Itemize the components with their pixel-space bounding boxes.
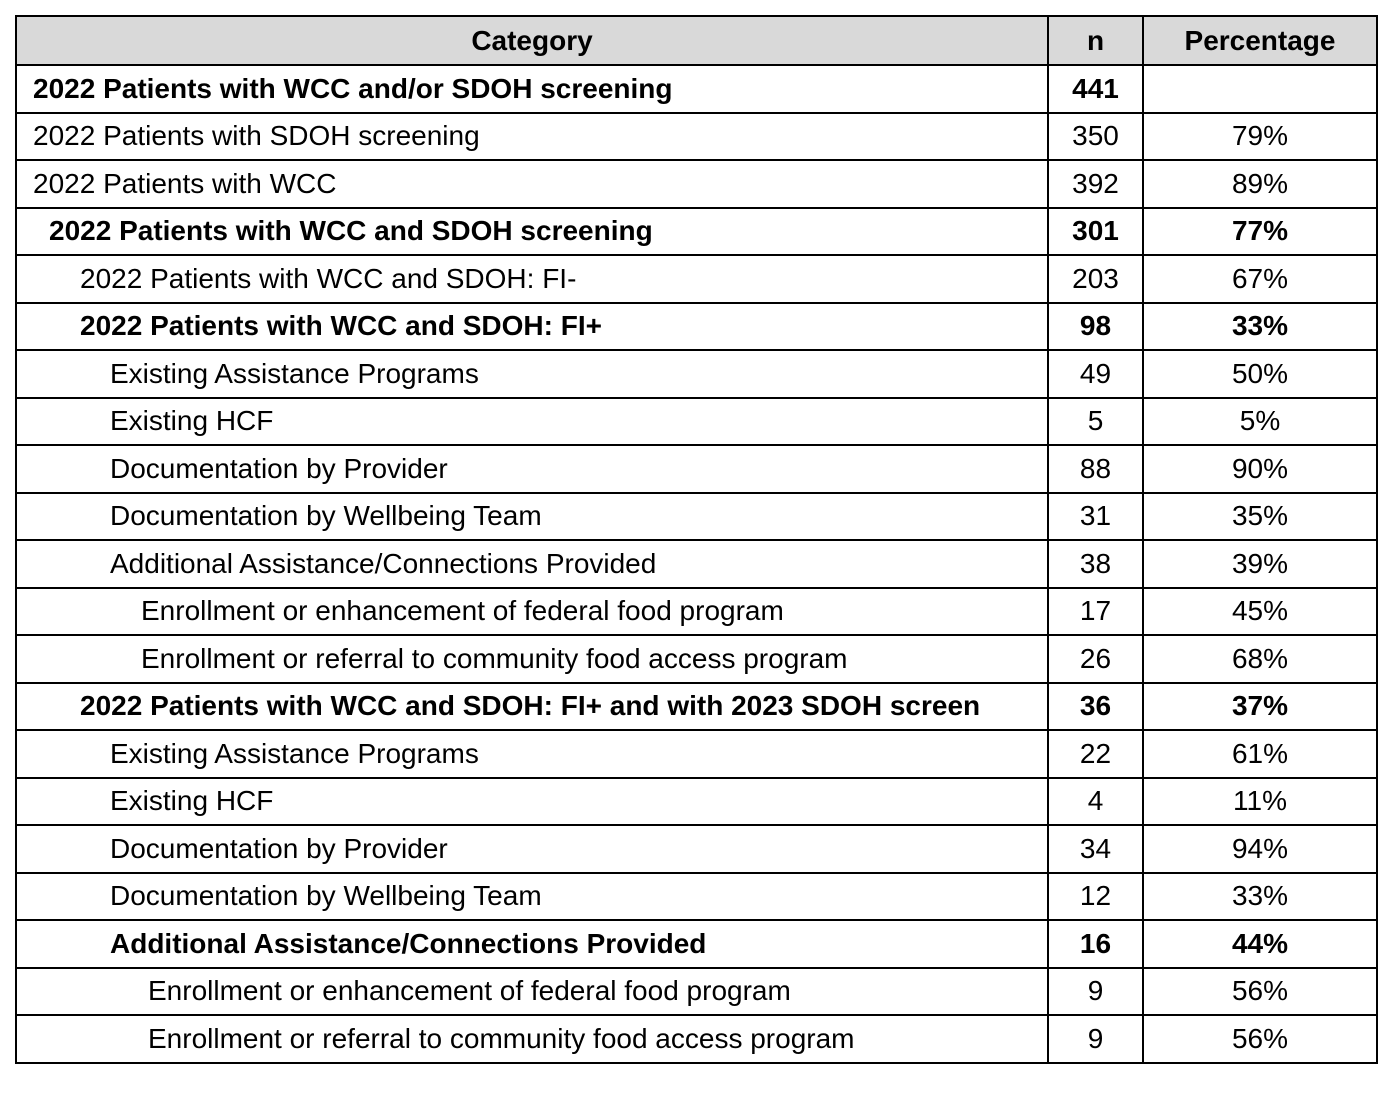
cell-category: Enrollment or enhancement of federal food program	[16, 968, 1048, 1016]
cell-percentage: 33%	[1143, 303, 1377, 351]
cell-percentage: 39%	[1143, 540, 1377, 588]
cell-percentage: 56%	[1143, 968, 1377, 1016]
cell-percentage: 11%	[1143, 778, 1377, 826]
cell-category: 2022 Patients with WCC	[16, 160, 1048, 208]
cell-category: Additional Assistance/Connections Provided	[16, 920, 1048, 968]
cell-percentage: 61%	[1143, 730, 1377, 778]
cell-n: 9	[1048, 1015, 1143, 1063]
data-table	[15, 15, 1378, 1064]
table-row	[16, 920, 1377, 968]
cell-category: Existing HCF	[16, 398, 1048, 446]
table-body	[16, 65, 1377, 1063]
cell-category: Documentation by Provider	[16, 825, 1048, 873]
table-row	[16, 635, 1377, 683]
cell-category: Enrollment or referral to community food access program	[16, 1015, 1048, 1063]
cell-n: 31	[1048, 493, 1143, 541]
table-row	[16, 160, 1377, 208]
cell-percentage: 44%	[1143, 920, 1377, 968]
table-row	[16, 873, 1377, 921]
cell-percentage: 35%	[1143, 493, 1377, 541]
cell-category: 2022 Patients with WCC and SDOH screening	[16, 208, 1048, 256]
cell-n: 49	[1048, 350, 1143, 398]
table-row	[16, 255, 1377, 303]
cell-percentage: 68%	[1143, 635, 1377, 683]
cell-percentage: 90%	[1143, 445, 1377, 493]
table-row	[16, 588, 1377, 636]
table-row	[16, 730, 1377, 778]
cell-n: 4	[1048, 778, 1143, 826]
header-category: Category	[16, 16, 1048, 65]
cell-percentage: 67%	[1143, 255, 1377, 303]
table-row	[16, 208, 1377, 256]
cell-n: 350	[1048, 113, 1143, 161]
cell-percentage: 5%	[1143, 398, 1377, 446]
cell-percentage: 79%	[1143, 113, 1377, 161]
cell-n: 98	[1048, 303, 1143, 351]
cell-n: 9	[1048, 968, 1143, 1016]
cell-n: 36	[1048, 683, 1143, 731]
table-row	[16, 350, 1377, 398]
cell-n: 34	[1048, 825, 1143, 873]
cell-percentage: 33%	[1143, 873, 1377, 921]
cell-percentage	[1143, 65, 1377, 113]
cell-percentage: 50%	[1143, 350, 1377, 398]
cell-category: Documentation by Wellbeing Team	[16, 493, 1048, 541]
cell-n: 17	[1048, 588, 1143, 636]
table-header-row	[16, 16, 1377, 65]
header-percentage: Percentage	[1143, 16, 1377, 65]
table-row	[16, 303, 1377, 351]
table-row	[16, 968, 1377, 1016]
cell-percentage: 45%	[1143, 588, 1377, 636]
cell-category: Enrollment or referral to community food access program	[16, 635, 1048, 683]
cell-n: 88	[1048, 445, 1143, 493]
table-row	[16, 445, 1377, 493]
data-table-container	[15, 15, 1376, 1064]
cell-n: 392	[1048, 160, 1143, 208]
cell-n: 441	[1048, 65, 1143, 113]
cell-category: Documentation by Wellbeing Team	[16, 873, 1048, 921]
table-row	[16, 493, 1377, 541]
table-row	[16, 825, 1377, 873]
cell-n: 301	[1048, 208, 1143, 256]
table-row	[16, 778, 1377, 826]
cell-category: 2022 Patients with WCC and SDOH: FI+ and with 2023 SDOH screen	[16, 683, 1048, 731]
cell-category: 2022 Patients with WCC and SDOH: FI+	[16, 303, 1048, 351]
cell-category: Existing HCF	[16, 778, 1048, 826]
cell-category: Existing Assistance Programs	[16, 730, 1048, 778]
cell-percentage: 77%	[1143, 208, 1377, 256]
cell-n: 5	[1048, 398, 1143, 446]
cell-n: 12	[1048, 873, 1143, 921]
cell-n: 22	[1048, 730, 1143, 778]
cell-n: 203	[1048, 255, 1143, 303]
cell-category: Existing Assistance Programs	[16, 350, 1048, 398]
cell-n: 38	[1048, 540, 1143, 588]
table-row	[16, 113, 1377, 161]
cell-percentage: 94%	[1143, 825, 1377, 873]
cell-n: 16	[1048, 920, 1143, 968]
cell-category: Additional Assistance/Connections Provided	[16, 540, 1048, 588]
cell-percentage: 89%	[1143, 160, 1377, 208]
table-row	[16, 683, 1377, 731]
cell-category: Enrollment or enhancement of federal food program	[16, 588, 1048, 636]
table-row	[16, 398, 1377, 446]
cell-category: 2022 Patients with WCC and SDOH: FI-	[16, 255, 1048, 303]
cell-category: 2022 Patients with WCC and/or SDOH screening	[16, 65, 1048, 113]
cell-percentage: 37%	[1143, 683, 1377, 731]
table-row	[16, 65, 1377, 113]
cell-percentage: 56%	[1143, 1015, 1377, 1063]
table-row	[16, 1015, 1377, 1063]
cell-category: Documentation by Provider	[16, 445, 1048, 493]
cell-category: 2022 Patients with SDOH screening	[16, 113, 1048, 161]
cell-n: 26	[1048, 635, 1143, 683]
header-n: n	[1048, 16, 1143, 65]
table-row	[16, 540, 1377, 588]
